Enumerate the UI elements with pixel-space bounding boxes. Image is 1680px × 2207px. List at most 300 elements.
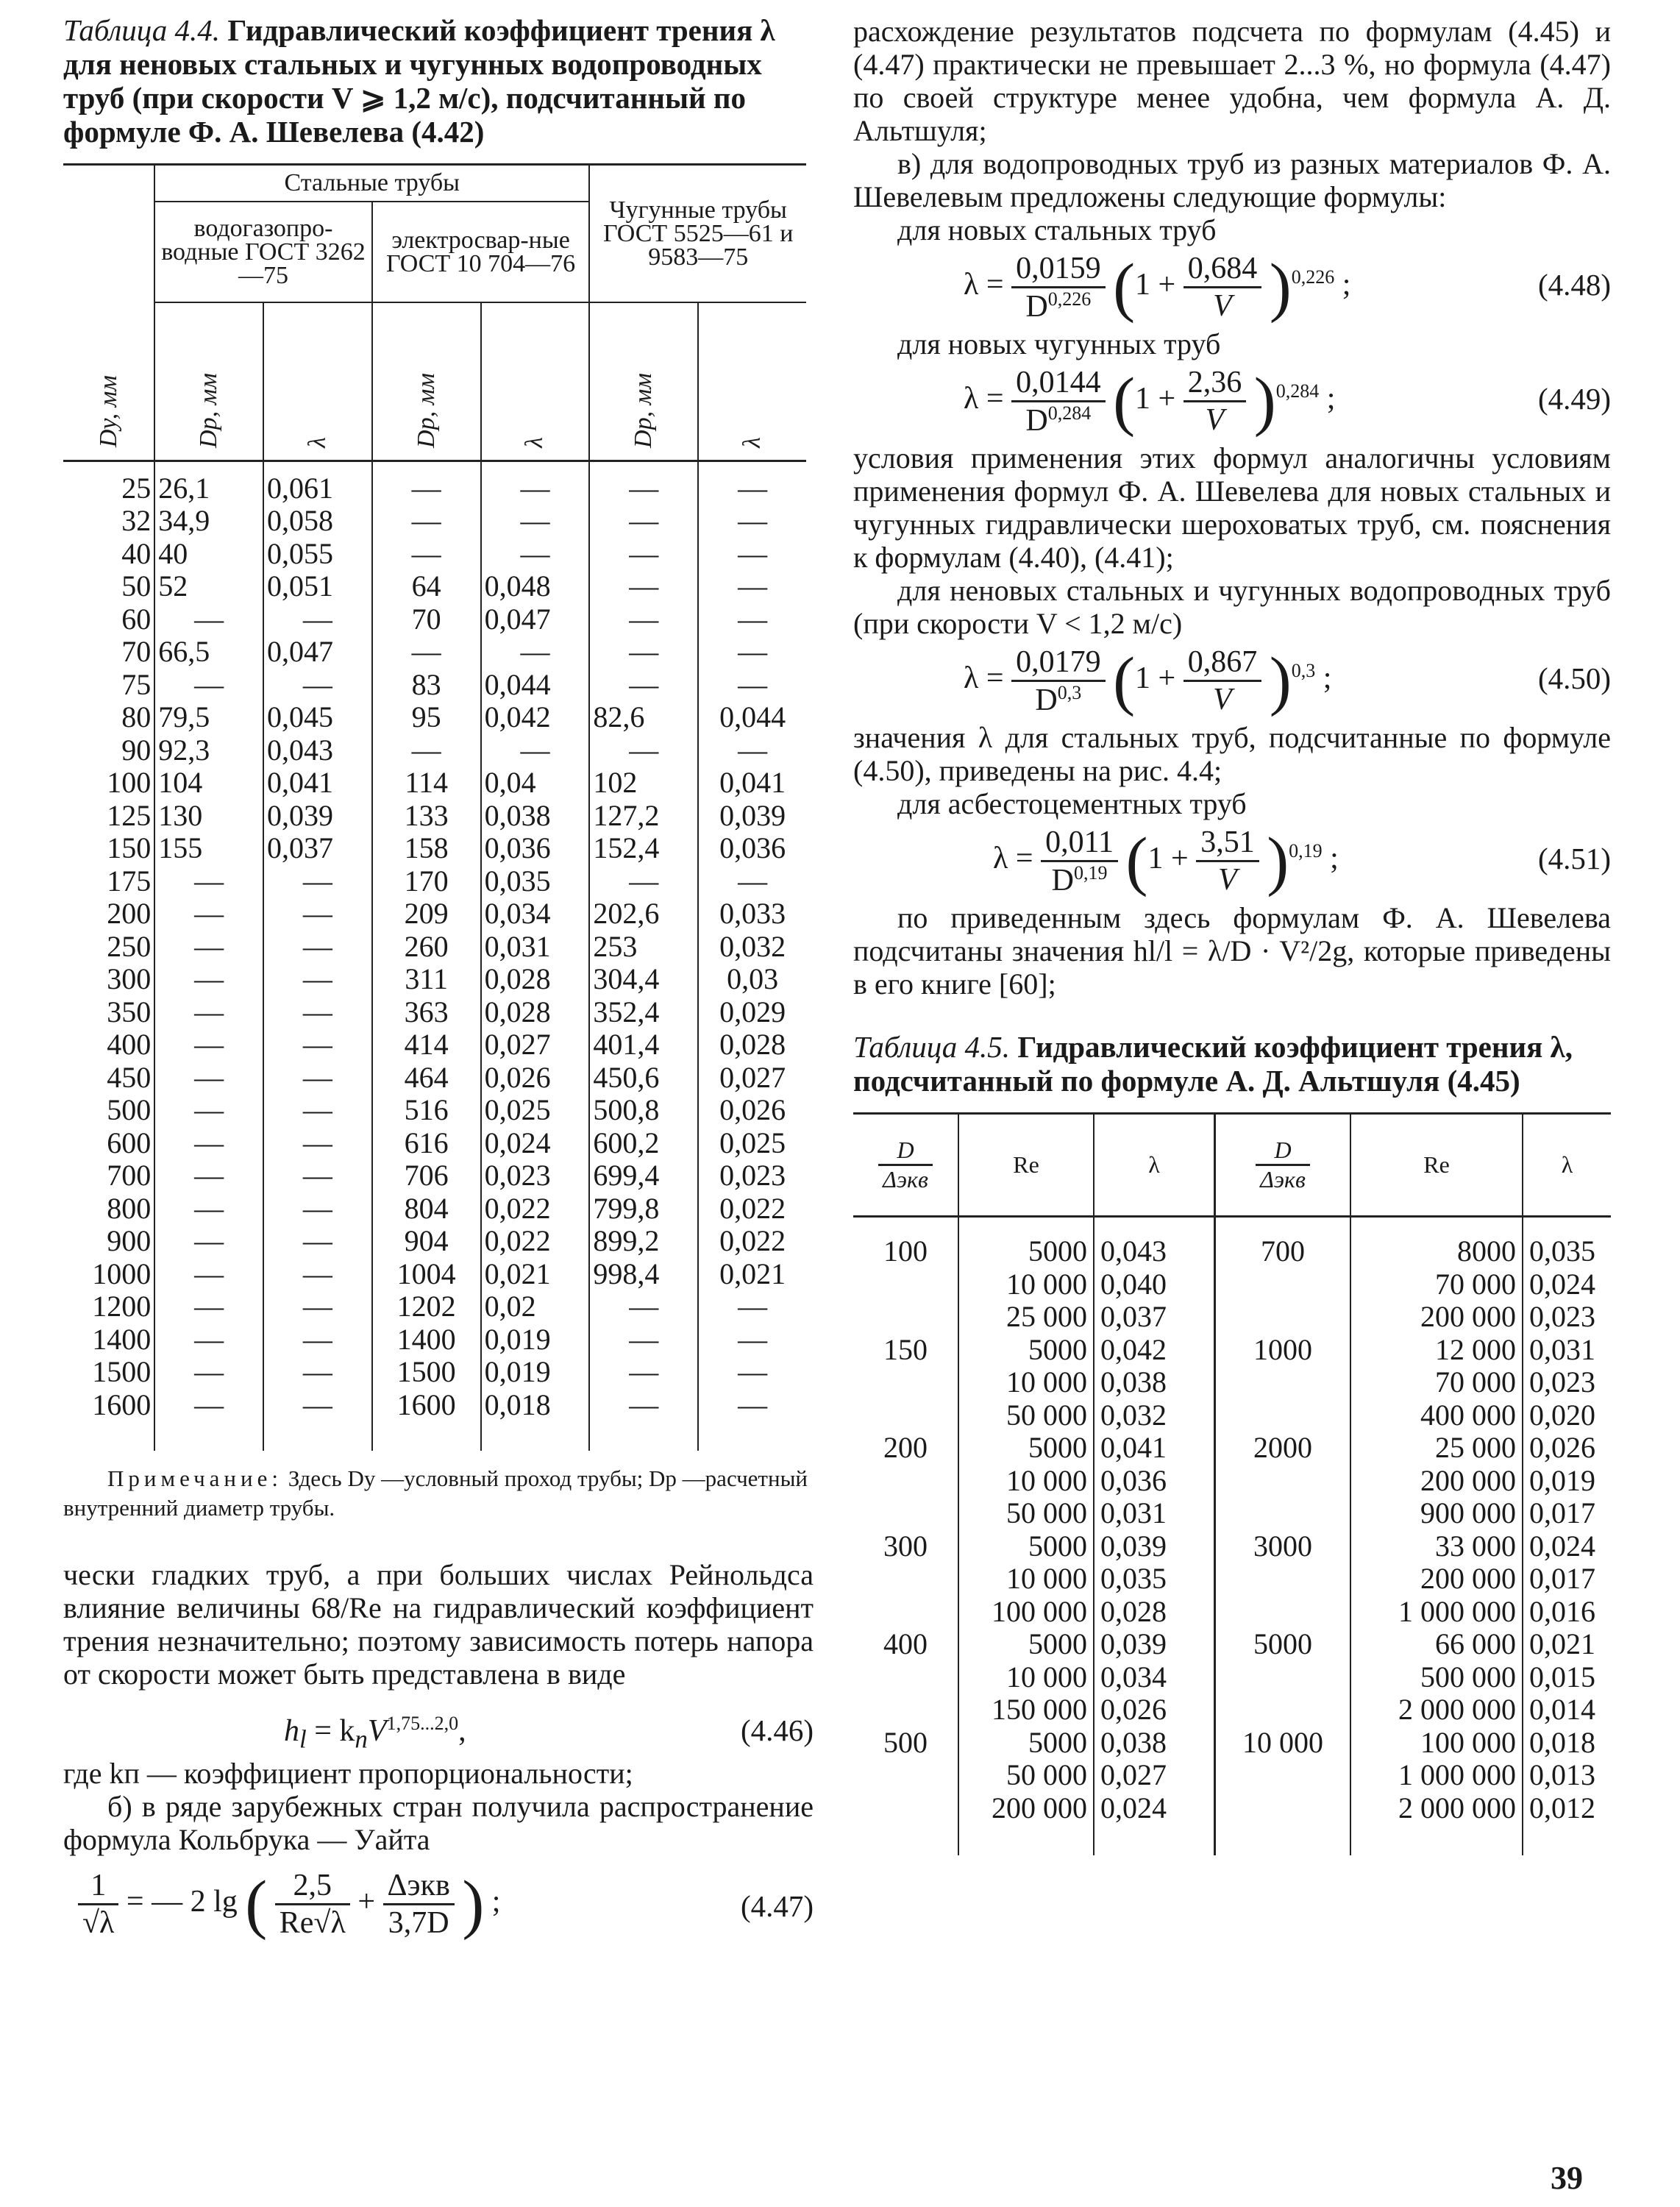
- table-cell: 699,4: [589, 1159, 698, 1193]
- table-cell: 25: [63, 461, 154, 505]
- table-4-5-caption: [853, 1030, 1611, 1098]
- table-cell: 10 000: [958, 1465, 1094, 1498]
- table-cell: 0,026: [719, 1093, 786, 1126]
- table-cell: 3000: [1215, 1530, 1351, 1563]
- table-cell: —: [154, 1258, 263, 1291]
- table-row: [853, 1628, 1611, 1661]
- table-row: [63, 1290, 806, 1323]
- table-cell: 0,039: [719, 798, 786, 832]
- table-cell: 75: [63, 669, 154, 702]
- table-row: [853, 1465, 1611, 1498]
- table-row: [853, 1497, 1611, 1530]
- table-cell: 0,031: [481, 931, 590, 964]
- table-cell: —: [154, 1193, 263, 1226]
- table-cell: 200 000: [1350, 1301, 1523, 1334]
- table-cell: 0,040: [1094, 1268, 1215, 1301]
- table-cell: —: [154, 1323, 263, 1357]
- paragraph: б) в ряде зарубежных стран получила распространение формула Кольбрука — Уайта: [63, 1790, 814, 1856]
- formula-4-48: λ = $\frac{0,0159}{D^{0,226}}$ (1 + $\frac{0,684}{V}$ )$^{0,226}$ ; (4.48): [964, 251, 1611, 324]
- table-cell: —: [154, 1127, 263, 1160]
- table-cell: [1215, 1694, 1351, 1727]
- table-cell: —: [481, 636, 590, 669]
- table-cell: 70: [63, 636, 154, 669]
- lambda-header: λ: [263, 302, 372, 461]
- table-cell: 0,021: [719, 1257, 786, 1290]
- table-cell: 0,036: [1094, 1465, 1215, 1498]
- table-cell: 0,045: [263, 701, 372, 734]
- table-cell: 114: [372, 767, 481, 800]
- table-cell: —: [154, 603, 263, 636]
- table-cell: 363: [372, 996, 481, 1029]
- table-cell: 32: [63, 505, 154, 538]
- table-cell: [1215, 1301, 1351, 1334]
- formula-label: для новых стальных труб: [897, 213, 1217, 246]
- table-cell: 2 000 000: [1350, 1694, 1523, 1727]
- table-4-4: [63, 163, 806, 1451]
- table-row: [63, 1094, 806, 1127]
- table-cell: —: [263, 1258, 372, 1291]
- table-cell: 0,027: [719, 1060, 786, 1094]
- caption-text: Гидравлический коэффициент трения λ для неновых стальных и чугунных водопроводных труб (при скорости V ⩾ 1,2 м/с), подсчитанный по формуле Ф. А. Шевелева (4.42): [63, 13, 775, 149]
- table-cell: 400: [853, 1628, 958, 1661]
- table-cell: 40: [63, 538, 154, 571]
- table-cell: 60: [63, 603, 154, 636]
- table-cell: 5000: [1215, 1628, 1351, 1661]
- table-cell: 0,029: [719, 995, 786, 1028]
- table-cell: 10 000: [958, 1366, 1094, 1399]
- formula-label: для неновых стальных и чугунных водопроводных труб (при скорости V < 1,2 м/с): [853, 574, 1611, 640]
- table-row: [853, 1563, 1611, 1596]
- table-cell: [853, 1465, 958, 1498]
- table-cell: 34,9: [154, 505, 263, 538]
- table-cell: —: [263, 603, 372, 636]
- table-row: [63, 1389, 806, 1422]
- lambda-header: λ: [1561, 1151, 1573, 1178]
- table-cell: 102: [589, 767, 698, 800]
- table-4-5-body: [853, 1217, 1611, 1856]
- table-cell: 0,033: [719, 897, 786, 930]
- table-cell: 0,042: [1094, 1334, 1215, 1367]
- table-cell: —: [154, 1389, 263, 1422]
- table-row: [63, 1062, 806, 1095]
- table-cell: [853, 1399, 958, 1432]
- table-cell: 1600: [63, 1389, 154, 1422]
- table-cell: 0,026: [1094, 1694, 1215, 1727]
- formula-number: (4.46): [740, 1713, 814, 1747]
- paragraph: условия применения этих формул аналогичны условиям применения формул Ф. А. Шевелева для новых стальных и чугунных гидравлически шероховатых труб, см. пояснения к формулам (4.40), (4.41);: [853, 441, 1611, 574]
- table-cell: 464: [372, 1062, 481, 1095]
- table-cell: 1600: [372, 1389, 481, 1422]
- table-cell: 900 000: [1350, 1497, 1523, 1530]
- table-cell: 0,018: [1529, 1725, 1595, 1759]
- table-cell: —: [589, 1290, 698, 1323]
- table-note: Примечание: Здесь Dy —условный проход трубы; Dp —расчетный внутренний диаметр трубы.: [63, 1465, 808, 1521]
- table-cell: 0,014: [1529, 1693, 1595, 1726]
- table-cell: 0,034: [481, 898, 590, 931]
- table-row: [63, 996, 806, 1029]
- table-cell: 352,4: [589, 996, 698, 1029]
- table-row: [63, 636, 806, 669]
- right-column: [853, 0, 1611, 1855]
- table-cell: 0,035: [1094, 1563, 1215, 1596]
- table-cell: 5000: [958, 1334, 1094, 1367]
- table-cell: 0,021: [481, 1258, 590, 1291]
- table-cell: 80: [63, 701, 154, 734]
- table-row: [853, 1366, 1611, 1399]
- table-row: [853, 1217, 1611, 1268]
- table-cell: 152,4: [589, 832, 698, 865]
- steel-pipes-header: Стальные трубы: [154, 165, 589, 202]
- table-cell: 0,041: [719, 766, 786, 799]
- d-ratio-header: $\frac{D}{\text{Δэкв}}$: [853, 1114, 958, 1217]
- table-cell: —: [372, 461, 481, 505]
- table-cell: 66 000: [1350, 1628, 1523, 1661]
- table-cell: 50 000: [958, 1759, 1094, 1792]
- table-cell: 0,017: [1529, 1496, 1595, 1529]
- table-row: [63, 1193, 806, 1226]
- table-cell: 0,028: [719, 1028, 786, 1061]
- table-cell: 500,8: [589, 1094, 698, 1127]
- table-cell: 450: [63, 1062, 154, 1095]
- table-4-4-caption: [63, 13, 814, 149]
- table-cell: 300: [63, 963, 154, 996]
- table-row: [63, 1028, 806, 1062]
- electric-welded-header: электросвар-ные ГОСТ 10 704—76: [372, 202, 590, 302]
- table-row: [63, 1323, 806, 1357]
- table-cell: 25 000: [958, 1301, 1094, 1334]
- table-cell: [853, 1759, 958, 1792]
- dp-header: Dp, мм: [154, 302, 263, 461]
- table-cell: 202,6: [589, 898, 698, 931]
- table-cell: —: [738, 569, 768, 603]
- table-cell: 414: [372, 1028, 481, 1062]
- table-4-5: [853, 1112, 1611, 1855]
- formula-4-50: λ = $\frac{0,0179}{D^{0,3}}$ (1 + $\frac{0,867}{V}$ )$^{0,3}$ ; (4.50): [964, 644, 1611, 717]
- table-cell: —: [154, 1062, 263, 1095]
- table-cell: 200: [853, 1432, 958, 1465]
- table-cell: 500: [63, 1094, 154, 1127]
- table-row: [63, 1159, 806, 1193]
- formula-4-46: $h_l = k_пV^{1,75...2,0}$, (4.46): [284, 1713, 814, 1754]
- table-cell: 400: [63, 1028, 154, 1062]
- table-cell: 5000: [958, 1727, 1094, 1760]
- table-cell: —: [738, 635, 768, 668]
- table-cell: —: [263, 1389, 372, 1422]
- table-cell: 0,037: [1094, 1301, 1215, 1334]
- table-row: [853, 1759, 1611, 1792]
- paragraph: расхождение результатов подсчета по формулам (4.45) и (4.47) практически не превышает 2...3 %, но формула (4.47) по своей структуре менее удобна, чем формула А. Д. Альтшуля;: [853, 15, 1611, 147]
- page-number: 39: [1551, 2160, 1583, 2196]
- col-dy-header: Dy, мм: [63, 165, 154, 461]
- table-cell: 64: [372, 570, 481, 603]
- table-cell: [1215, 1366, 1351, 1399]
- table-cell: 0,036: [719, 831, 786, 864]
- table-cell: 0,039: [1094, 1628, 1215, 1661]
- table-cell: —: [154, 1356, 263, 1389]
- table-cell: 0,035: [481, 865, 590, 898]
- table-cell: —: [589, 1323, 698, 1357]
- table-cell: 70 000: [1350, 1268, 1523, 1301]
- table-cell: 82,6: [589, 701, 698, 734]
- table-cell: —: [738, 1387, 768, 1421]
- cast-iron-header: Чугунные трубы ГОСТ 5525—61 и 9583—75: [589, 165, 806, 303]
- table-cell: [853, 1268, 958, 1301]
- table-cell: 616: [372, 1127, 481, 1160]
- table-cell: 0,039: [1094, 1530, 1215, 1563]
- formula-number: (4.49): [1537, 382, 1611, 416]
- table-cell: 5000: [958, 1432, 1094, 1465]
- table-row: [853, 1596, 1611, 1629]
- table-cell: 600,2: [589, 1127, 698, 1160]
- table-cell: —: [589, 1356, 698, 1389]
- table-cell: 0,042: [481, 701, 590, 734]
- table-cell: 0,022: [481, 1193, 590, 1226]
- table-cell: 0,043: [263, 734, 372, 767]
- lambda-header: λ: [738, 436, 766, 448]
- table-cell: —: [372, 636, 481, 669]
- table-cell: —: [154, 1290, 263, 1323]
- dp-header: Dp, мм: [589, 302, 698, 461]
- table-row: [853, 1432, 1611, 1465]
- table-cell: [853, 1366, 958, 1399]
- table-cell: 66,5: [154, 636, 263, 669]
- table-cell: —: [154, 963, 263, 996]
- table-cell: 0,039: [263, 800, 372, 833]
- table-row: [63, 538, 806, 571]
- table-cell: —: [589, 461, 698, 505]
- table-cell: 200: [63, 898, 154, 931]
- table-cell: 0,013: [1529, 1758, 1595, 1791]
- table-row: [63, 1356, 806, 1389]
- table-cell: —: [263, 898, 372, 931]
- table-cell: 0,022: [481, 1225, 590, 1258]
- table-cell: —: [372, 505, 481, 538]
- table-cell: 2000: [1215, 1432, 1351, 1465]
- table-cell: [1215, 1563, 1351, 1596]
- table-cell: 50 000: [958, 1497, 1094, 1530]
- table-cell: 0,041: [1094, 1432, 1215, 1465]
- table-cell: 250: [63, 931, 154, 964]
- table-cell: 150 000: [958, 1694, 1094, 1727]
- table-row: [63, 931, 806, 964]
- table-cell: 0,036: [481, 832, 590, 865]
- table-cell: 0,032: [1094, 1399, 1215, 1432]
- table-cell: 158: [372, 832, 481, 865]
- table-cell: —: [263, 865, 372, 898]
- formula-number: (4.51): [1537, 842, 1611, 875]
- table-cell: 0,044: [719, 700, 786, 733]
- table-row: [63, 570, 806, 603]
- table-row: [853, 1661, 1611, 1694]
- table-cell: 100 000: [1350, 1727, 1523, 1760]
- table-cell: 0,028: [481, 996, 590, 1029]
- table-cell: —: [481, 461, 590, 505]
- caption-text: Гидравлический коэффициент трения λ, подсчитанный по формуле А. Д. Альтшуля (4.45): [853, 1030, 1573, 1098]
- table-cell: 260: [372, 931, 481, 964]
- table-cell: —: [263, 1225, 372, 1258]
- table-cell: 50 000: [958, 1399, 1094, 1432]
- formula-number: (4.50): [1537, 661, 1611, 695]
- paragraph: в) для водопроводных труб из разных материалов Ф. А. Шевелевым предложены следующие формулы:: [853, 147, 1611, 213]
- table-cell: 10 000: [958, 1563, 1094, 1596]
- table-cell: 0,023: [1529, 1300, 1595, 1333]
- table-cell: 1500: [63, 1356, 154, 1389]
- table-cell: 0,019: [481, 1356, 590, 1389]
- table-cell: [1215, 1465, 1351, 1498]
- table-cell: 200 000: [1350, 1465, 1523, 1498]
- table-cell: 900: [63, 1225, 154, 1258]
- table-cell: 150: [853, 1334, 958, 1367]
- table-cell: 90: [63, 734, 154, 767]
- table-cell: 0,047: [481, 603, 590, 636]
- table-cell: —: [154, 1225, 263, 1258]
- table-cell: —: [589, 865, 698, 898]
- table-cell: 200 000: [958, 1792, 1094, 1825]
- table-cell: [1215, 1596, 1351, 1629]
- table-cell: 700: [1215, 1217, 1351, 1268]
- table-row: [63, 767, 806, 800]
- table-cell: 0,041: [263, 767, 372, 800]
- table-cell: 0,019: [1529, 1463, 1595, 1497]
- table-cell: —: [738, 504, 768, 537]
- table-cell: 904: [372, 1225, 481, 1258]
- table-4-4-body: [63, 461, 806, 1451]
- table-cell: [1215, 1759, 1351, 1792]
- table-row: [63, 865, 806, 898]
- table-cell: 0,026: [1529, 1431, 1595, 1464]
- table-cell: —: [263, 1323, 372, 1357]
- table-cell: —: [263, 1127, 372, 1160]
- table-cell: —: [263, 1028, 372, 1062]
- table-cell: 0,028: [481, 963, 590, 996]
- table-row: [853, 1530, 1611, 1563]
- table-cell: 0,020: [1529, 1398, 1595, 1432]
- table-row: [853, 1399, 1611, 1432]
- table-cell: 0,038: [1094, 1366, 1215, 1399]
- re-header: Re: [958, 1114, 1094, 1217]
- table-cell: —: [589, 538, 698, 571]
- table-cell: 500: [853, 1727, 958, 1760]
- table-row: [63, 505, 806, 538]
- table-cell: 0,021: [1529, 1627, 1595, 1660]
- table-row: [63, 701, 806, 734]
- lambda-header: λ: [481, 302, 590, 461]
- table-cell: [853, 1497, 958, 1530]
- table-cell: 300: [853, 1530, 958, 1563]
- table-cell: —: [589, 570, 698, 603]
- d-ratio-header: $\frac{D}{\text{Δэкв}}$: [1215, 1114, 1351, 1217]
- table-cell: 0,016: [1529, 1594, 1595, 1628]
- table-cell: 127,2: [589, 800, 698, 833]
- table-cell: 0,027: [1094, 1759, 1215, 1792]
- table-cell: 150: [63, 832, 154, 865]
- table-cell: 253: [589, 931, 698, 964]
- table-cell: 130: [154, 800, 263, 833]
- table-cell: —: [738, 536, 768, 570]
- table-cell: —: [263, 1094, 372, 1127]
- left-column: [63, 0, 814, 1952]
- table-cell: 0,034: [1094, 1661, 1215, 1694]
- table-cell: 12 000: [1350, 1334, 1523, 1367]
- table-cell: —: [589, 603, 698, 636]
- table-cell: 70: [372, 603, 481, 636]
- dp-header: Dp, мм: [372, 302, 481, 461]
- table-cell: 1400: [372, 1323, 481, 1357]
- formula-4-51: λ = $\frac{0,011}{D^{0,19}}$ (1 + $\frac{3,51}{V}$ )$^{0,19}$ ; (4.51): [993, 825, 1611, 898]
- table-cell: —: [738, 1322, 768, 1356]
- paragraph: по приведенным здесь формулам Ф. А. Шевелева подсчитаны значения hl/l = λ/D · V²/2g, которые приведены в его книге [60];: [853, 901, 1611, 1001]
- table-cell: 0,024: [1529, 1529, 1595, 1563]
- table-cell: 0,012: [1529, 1791, 1595, 1824]
- table-cell: 200 000: [1350, 1563, 1523, 1596]
- table-cell: [853, 1301, 958, 1334]
- table-row: [63, 800, 806, 833]
- table-cell: 25 000: [1350, 1432, 1523, 1465]
- formula-number: (4.48): [1537, 268, 1611, 302]
- table-cell: 799,8: [589, 1193, 698, 1226]
- table-cell: —: [154, 1094, 263, 1127]
- table-cell: 0,02: [481, 1290, 590, 1323]
- table-cell: [853, 1661, 958, 1694]
- table-cell: 0,031: [1529, 1332, 1595, 1366]
- table-cell: —: [154, 1159, 263, 1193]
- table-cell: 0,023: [481, 1159, 590, 1193]
- table-cell: 5000: [958, 1530, 1094, 1563]
- table-cell: [1215, 1268, 1351, 1301]
- table-cell: 0,03: [727, 962, 779, 995]
- table-cell: —: [738, 471, 768, 505]
- table-cell: 100 000: [958, 1596, 1094, 1629]
- table-cell: 0,024: [481, 1127, 590, 1160]
- formula-label: для асбестоцементных труб: [897, 787, 1247, 820]
- table-cell: 1200: [63, 1290, 154, 1323]
- table-row: [853, 1694, 1611, 1727]
- table-cell: 0,031: [1094, 1497, 1215, 1530]
- table-cell: 95: [372, 701, 481, 734]
- table-row: [63, 1258, 806, 1291]
- table-cell: 0,055: [263, 538, 372, 571]
- table-cell: —: [481, 538, 590, 571]
- table-cell: 100: [853, 1217, 958, 1268]
- table-row: [63, 603, 806, 636]
- table-cell: 26,1: [154, 461, 263, 505]
- table-cell: 450,6: [589, 1062, 698, 1095]
- table-cell: 52: [154, 570, 263, 603]
- caption-label: Таблица 4.4.: [63, 13, 221, 47]
- table-cell: 0,025: [719, 1126, 786, 1159]
- formula-4-49: λ = $\frac{0,0144}{D^{0,284}}$ (1 + $\frac{2,36}{V}$ )$^{0,284}$ ; (4.49): [964, 365, 1611, 438]
- table-cell: 0,019: [481, 1323, 590, 1357]
- table-cell: 0,032: [719, 929, 786, 963]
- table-cell: 1000: [63, 1258, 154, 1291]
- table-cell: 1500: [372, 1356, 481, 1389]
- table-cell: —: [154, 931, 263, 964]
- table-cell: 0,061: [263, 461, 372, 505]
- table-cell: 0,024: [1094, 1792, 1215, 1825]
- table-cell: 0,037: [263, 832, 372, 865]
- table-cell: 1000: [1215, 1334, 1351, 1367]
- table-cell: —: [589, 1389, 698, 1422]
- table-cell: 79,5: [154, 701, 263, 734]
- table-cell: 0,022: [719, 1224, 786, 1257]
- table-cell: 311: [372, 963, 481, 996]
- formula-label: для новых чугунных труб: [897, 327, 1221, 360]
- table-cell: 125: [63, 800, 154, 833]
- table-cell: 10 000: [958, 1268, 1094, 1301]
- table-cell: 500 000: [1350, 1661, 1523, 1694]
- table-cell: —: [263, 931, 372, 964]
- table-cell: [853, 1563, 958, 1596]
